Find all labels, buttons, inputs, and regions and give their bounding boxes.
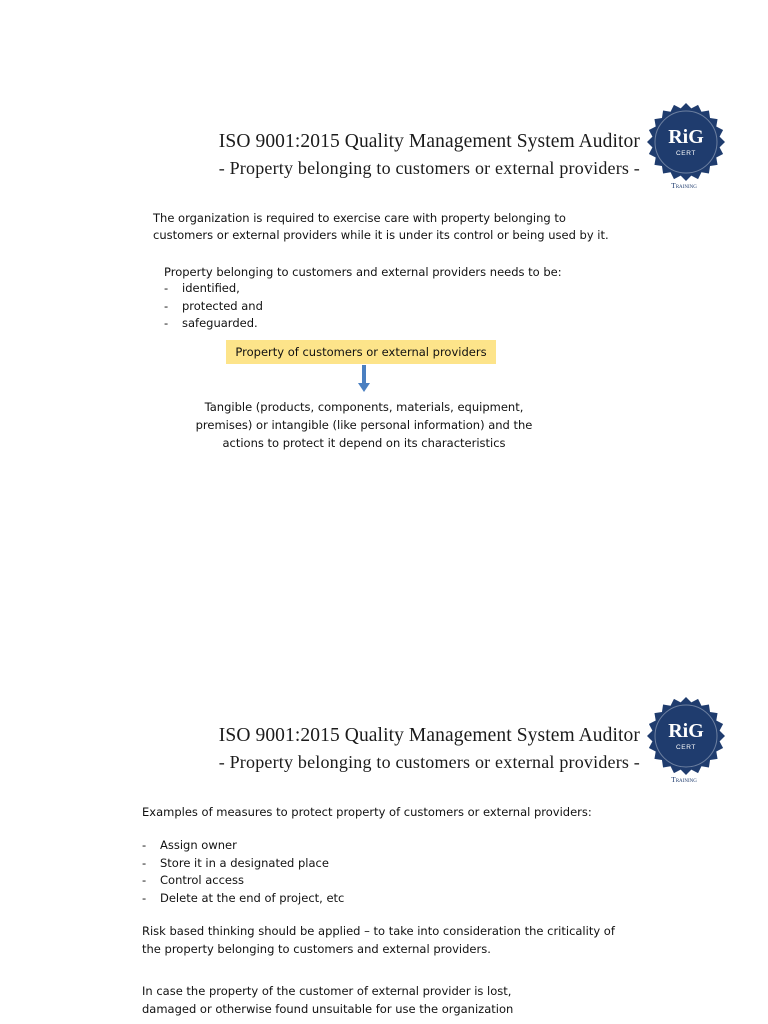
intro-line-1: The organization is required to exercise care with property belonging to bbox=[153, 211, 566, 225]
slide-subtitle: - Property belonging to customers or external providers - bbox=[218, 752, 640, 772]
slide-subtitle: - Property belonging to customers or external providers - bbox=[218, 158, 640, 178]
note-line: premises) or intangible (like personal information) and the bbox=[195, 418, 533, 432]
list-heading: Property belonging to customers and external providers needs to be: bbox=[164, 265, 562, 279]
slide-title: ISO 9001:2015 Quality Management System Auditor bbox=[218, 131, 640, 152]
rig-cert-logo bbox=[644, 696, 728, 786]
logo-caption: Training bbox=[671, 181, 697, 190]
risk-line-2: the property belonging to customers and external providers. bbox=[142, 942, 491, 956]
logo-text: RiG bbox=[668, 126, 704, 148]
logo-subtext: CERT bbox=[676, 744, 696, 751]
slide-title: ISO 9001:2015 Quality Management System Auditor bbox=[218, 725, 640, 746]
down-arrow-icon bbox=[357, 365, 371, 393]
note-line: Tangible (products, components, materials, equipment, bbox=[204, 400, 524, 414]
note-line: actions to protect it depend on its characteristics bbox=[222, 436, 506, 450]
logo-text: RiG bbox=[668, 720, 704, 742]
slide-1: ISO 9001:2015 Quality Management System Auditor - Property belonging to customers or external providers - RiG CERT Training The organization is required to exercise care with property belonging to customers or external providers while it is under its control or being used by it. Property belonging to customers and external providers needs to be: - identified, - protected and - safeguarded. Property of customers or external providers Tangible (products, components, materials, equipment, premises) or intangible (like personal information) and the actions to protect it depend on its characteristics bbox=[0, 0, 768, 594]
characteristics-note bbox=[184, 398, 544, 452]
logo-subtext: CERT bbox=[676, 150, 696, 157]
rig-cert-logo bbox=[644, 102, 728, 192]
intro-line-2: customers or external providers while it is under its control or being used by it. bbox=[153, 228, 609, 242]
risk-line-1: Risk based thinking should be applied – to take into consideration the criticality of bbox=[142, 924, 615, 938]
final-line-2: damaged or otherwise found unsuitable for use the organization bbox=[142, 1002, 514, 1016]
final-line-1: In case the property of the customer of external provider is lost, bbox=[142, 984, 512, 998]
slide-2: ISO 9001:2015 Quality Management System Auditor - Property belonging to customers or external providers - RiG CERT Training Examples of measures to protect property of customers or external providers: - Assign owner - Store it in a designated place - Control access - Delete at the end of project, etc Risk based thinking should be applied – to take into consideration the criticality of the property belonging to customers and external providers. In case the property of the customer of external provider is lost, damaged or otherwise found unsuitable for use the organization bbox=[0, 594, 768, 1024]
examples-intro: Examples of measures to protect property of customers or external providers: bbox=[142, 805, 592, 819]
callout-box: Property of customers or external providers bbox=[226, 340, 496, 364]
logo-caption: Training bbox=[671, 775, 697, 784]
